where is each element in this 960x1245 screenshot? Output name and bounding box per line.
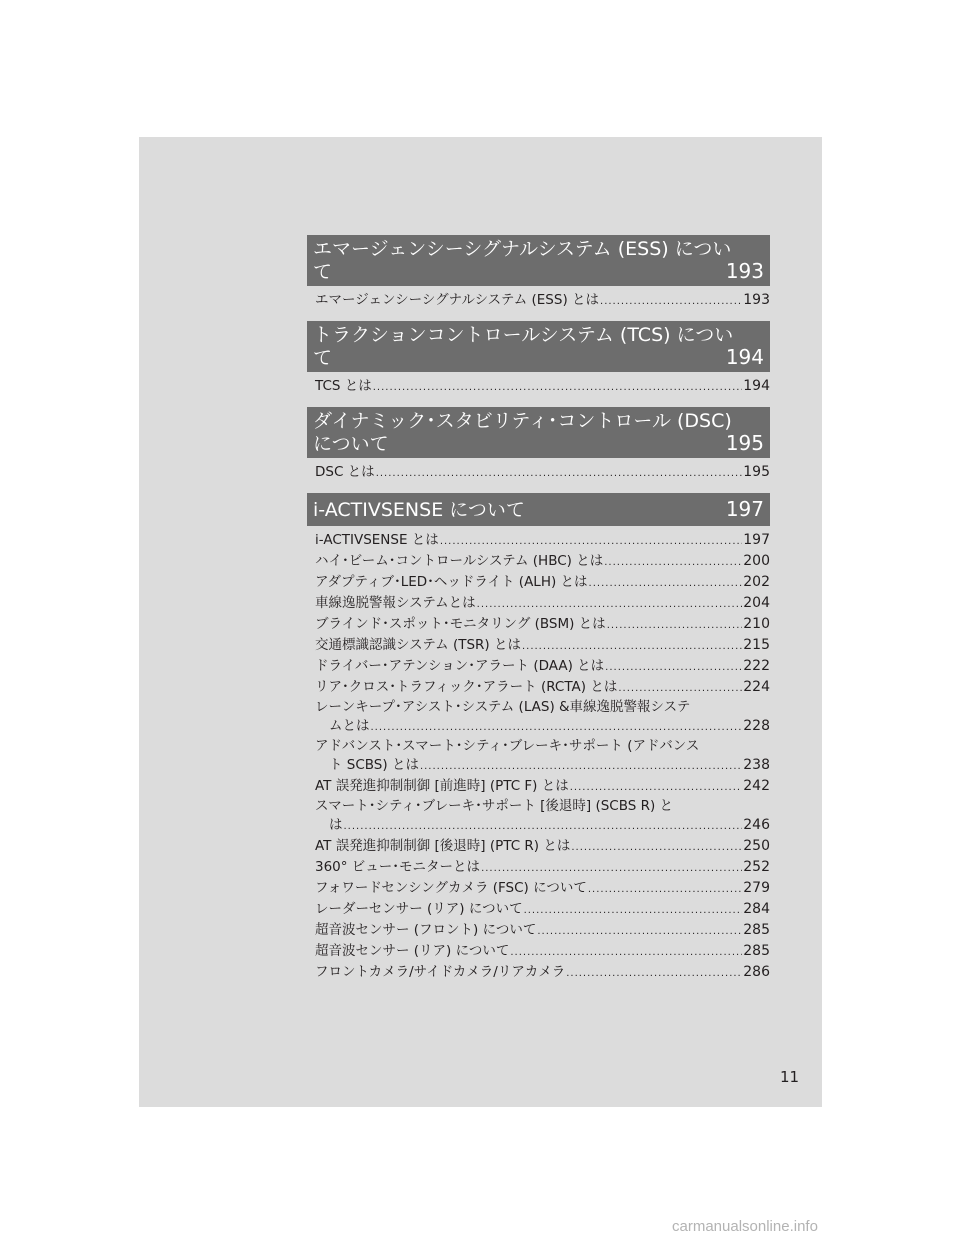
leader-dots — [510, 942, 742, 963]
entry-page: 215 — [743, 637, 770, 653]
toc-entry[interactable] — [315, 941, 770, 962]
entry-label: エマージェンシーシグナルシステム (ESS) とは — [315, 292, 600, 308]
toc-entry[interactable] — [315, 962, 770, 983]
entry-label-cont: ト SCBS) とは — [329, 757, 419, 773]
entry-page: 194 — [743, 378, 770, 394]
section-header-tcs[interactable] — [307, 321, 770, 372]
toc-entry[interactable] — [315, 857, 770, 878]
leader-dots — [371, 718, 743, 737]
toc-entry[interactable] — [315, 290, 770, 311]
leader-dots — [477, 594, 743, 615]
entry-page: 285 — [743, 922, 770, 938]
leader-dots — [589, 573, 743, 594]
section-page: 194 — [725, 345, 764, 369]
leader-dots — [600, 291, 742, 312]
section-header-dsc[interactable] — [307, 407, 770, 458]
section-title: エマージェンシーシグナルシステム (ESS) につい — [313, 238, 732, 260]
entry-page: 197 — [743, 532, 770, 548]
entry-label: フォワードセンシングカメラ (FSC) について — [315, 880, 587, 896]
entry-page: 242 — [743, 778, 770, 794]
entry-label-cont: は — [329, 817, 343, 833]
entry-label: リア･クロス･トラフィック･アラート (RCTA) とは — [315, 679, 618, 695]
section-page: 195 — [725, 431, 764, 455]
toc-entry[interactable] — [315, 836, 770, 857]
leader-dots — [376, 463, 743, 484]
entry-label: 超音波センサー (フロント) について — [315, 922, 537, 938]
entry-list — [307, 458, 770, 493]
leader-dots — [420, 757, 742, 776]
section-header-ess[interactable] — [307, 235, 770, 286]
leader-dots — [566, 963, 742, 984]
toc-entry[interactable] — [315, 635, 770, 656]
entry-page: 202 — [743, 574, 770, 590]
entry-label: AT 誤発進抑制制御 [後退時] (PTC R) とは — [315, 838, 571, 854]
entry-page: 279 — [743, 880, 770, 896]
entry-page: 238 — [743, 757, 770, 773]
entry-label: ハイ･ビーム･コントロールシステム (HBC) とは — [315, 553, 604, 569]
toc-entry[interactable] — [315, 776, 770, 797]
section-title: ダイナミック･スタビリティ･コントロール (DSC) — [313, 410, 732, 432]
entry-label: i-ACTIVSENSE とは — [315, 532, 439, 548]
leader-dots — [571, 837, 742, 858]
leader-dots — [588, 879, 742, 900]
entry-label-cont: ムとは — [329, 718, 370, 734]
section-title-cont: て — [313, 347, 333, 369]
leader-dots — [618, 678, 742, 699]
leader-dots — [570, 777, 743, 798]
entry-list — [307, 372, 770, 407]
page-number: 11 — [780, 1068, 800, 1086]
section-title: トラクションコントロールシステム (TCS) につい — [313, 324, 734, 346]
entry-page: 246 — [743, 817, 770, 833]
entry-label: スマート･シティ･ブレーキ･サポート [後退時] (SCBS R) と — [315, 798, 674, 814]
entry-page: 228 — [743, 718, 770, 734]
toc-entry[interactable] — [315, 677, 770, 698]
leader-dots — [373, 377, 743, 398]
entry-page: 210 — [743, 616, 770, 632]
section-title-cont: について — [313, 433, 389, 455]
entry-page: 222 — [743, 658, 770, 674]
toc-entry[interactable] — [315, 551, 770, 572]
toc-entry[interactable] — [315, 899, 770, 920]
section-title-cont: て — [313, 261, 333, 283]
toc-entry[interactable] — [315, 737, 770, 776]
toc-entry[interactable] — [315, 614, 770, 635]
entry-page: 200 — [743, 553, 770, 569]
leader-dots — [524, 900, 743, 921]
entry-label: TCS とは — [315, 378, 372, 394]
entry-label: ドライバー･アテンション･アラート (DAA) とは — [315, 658, 605, 674]
entry-label: レーンキープ･アシスト･システム (LAS) &車線逸脱警報システ — [315, 699, 691, 715]
entry-page: 193 — [743, 292, 770, 308]
toc-entry[interactable] — [315, 797, 770, 836]
entry-page: 195 — [743, 464, 770, 480]
entry-page: 252 — [743, 859, 770, 875]
leader-dots — [537, 921, 742, 942]
toc-entry[interactable] — [315, 698, 770, 737]
entry-page: 204 — [743, 595, 770, 611]
section-page: 197 — [725, 497, 764, 521]
entry-label: 360° ビュー･モニターとは — [315, 859, 481, 875]
leader-dots — [440, 531, 742, 552]
entry-list — [307, 286, 770, 321]
leader-dots — [604, 552, 742, 573]
entry-label: 車線逸脱警報システムとは — [315, 595, 476, 611]
entry-label: AT 誤発進抑制制御 [前進時] (PTC F) とは — [315, 778, 569, 794]
entry-label: アドバンスト･スマート･シティ･ブレーキ･サポート (アドバンス — [315, 738, 700, 754]
section-title: i-ACTIVSENSE について — [313, 499, 525, 521]
entry-page: 286 — [743, 964, 770, 980]
leader-dots — [344, 817, 743, 836]
leader-dots — [605, 657, 742, 678]
leader-dots — [607, 615, 743, 636]
watermark: carmanualsonline.info — [672, 1218, 818, 1235]
toc-entry[interactable] — [315, 920, 770, 941]
entry-label: フロントカメラ/サイドカメラ/リアカメラ — [315, 964, 566, 980]
toc-entry[interactable] — [315, 462, 770, 483]
leader-dots — [481, 858, 742, 879]
toc-entry[interactable] — [315, 376, 770, 397]
entry-label: DSC とは — [315, 464, 375, 480]
toc-entry[interactable] — [315, 656, 770, 677]
toc-entry[interactable] — [315, 530, 770, 551]
entry-label: ブラインド･スポット･モニタリング (BSM) とは — [315, 616, 606, 632]
entry-label: 超音波センサー (リア) について — [315, 943, 510, 959]
leader-dots — [522, 636, 742, 657]
entry-label: レーダーセンサー (リア) について — [315, 901, 523, 917]
entry-page: 284 — [743, 901, 770, 917]
entry-list — [307, 526, 770, 993]
entry-label: 交通標識認識システム (TSR) とは — [315, 637, 521, 653]
entry-page: 250 — [743, 838, 770, 854]
table-of-contents — [307, 235, 770, 993]
entry-label: アダプティブ･LED･ヘッドライト (ALH) とは — [315, 574, 588, 590]
entry-page: 285 — [743, 943, 770, 959]
toc-entry[interactable] — [315, 878, 770, 899]
toc-entry[interactable] — [315, 572, 770, 593]
section-page: 193 — [725, 259, 764, 283]
entry-page: 224 — [743, 679, 770, 695]
section-header-i-activsense[interactable] — [307, 493, 770, 526]
toc-entry[interactable] — [315, 593, 770, 614]
